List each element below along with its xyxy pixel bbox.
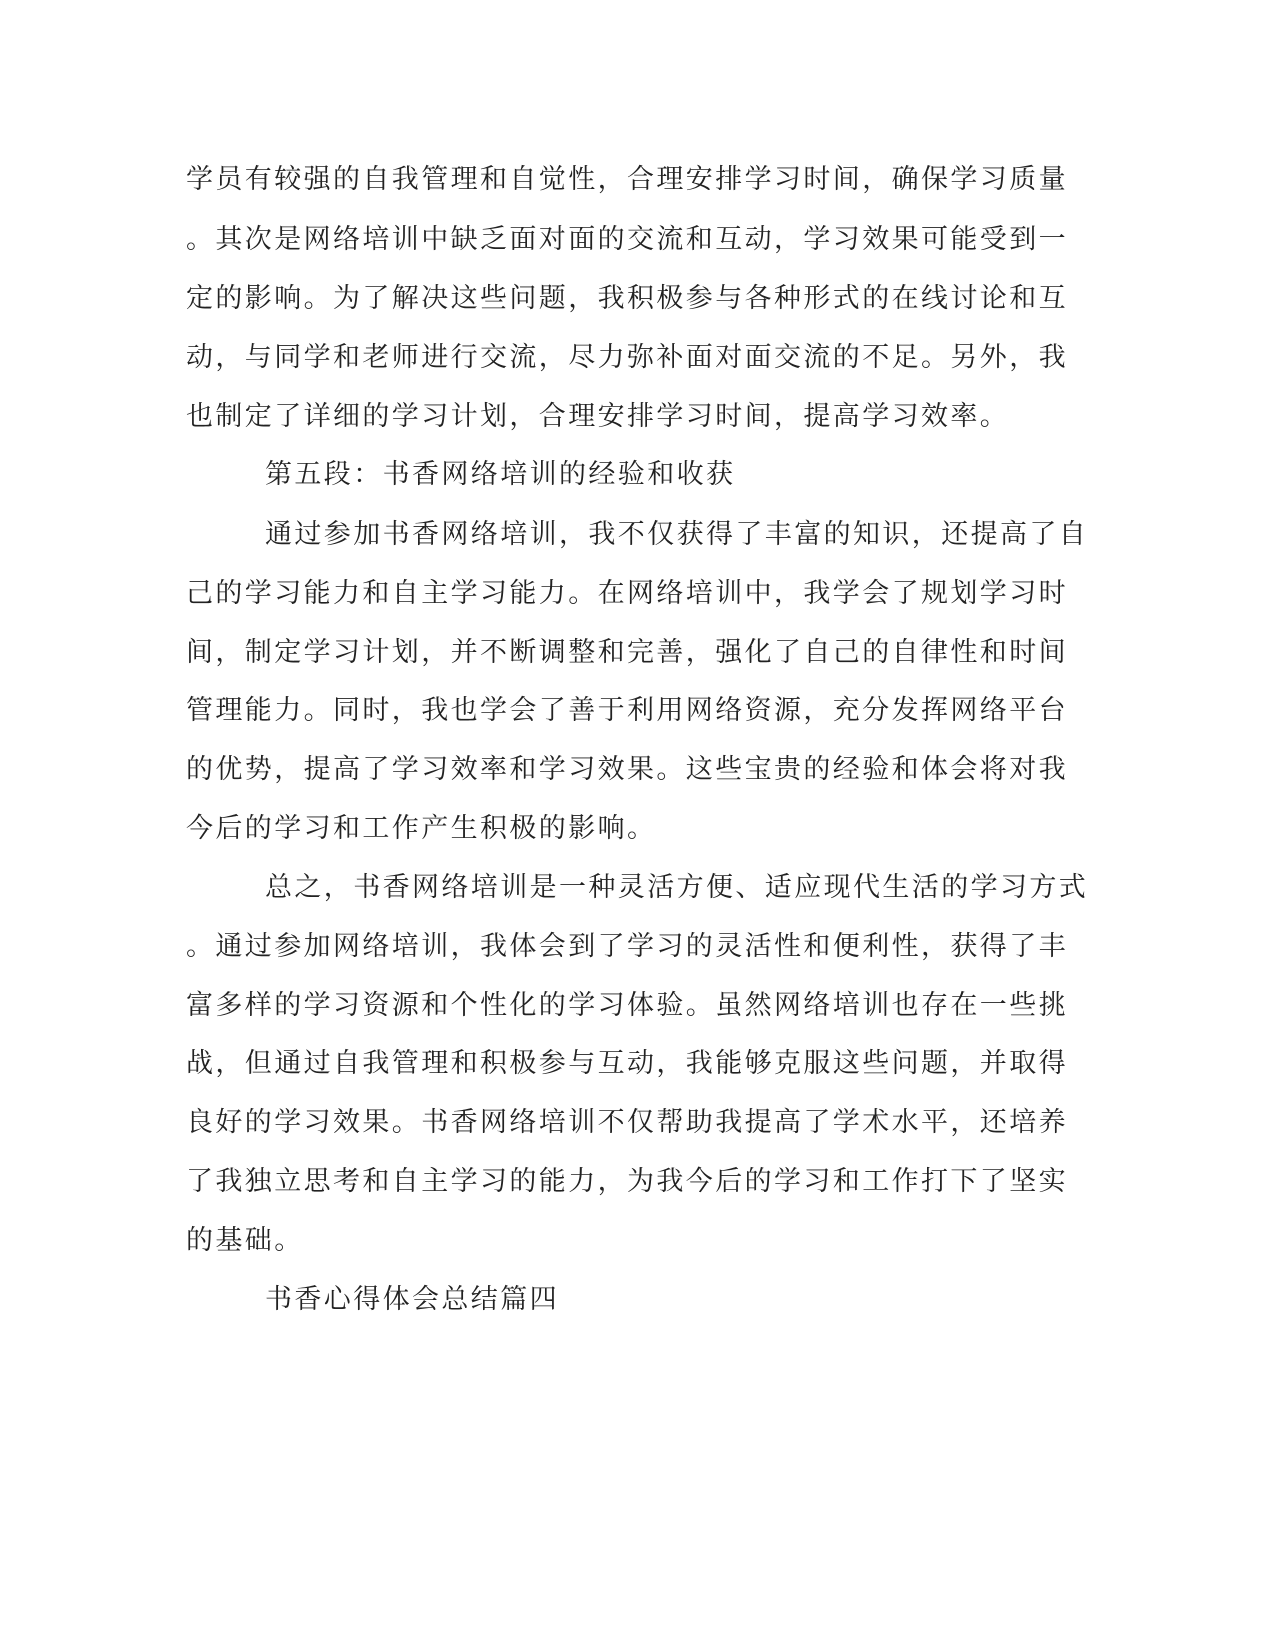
text-line: 总之，书香网络培训是一种灵活方便、适应现代生活的学习方式 bbox=[265, 872, 1089, 903]
text-line: 动，与同学和老师进行交流，尽力弥补面对面交流的不足。另外，我 bbox=[186, 342, 1068, 373]
text-line: 。通过参加网络培训，我体会到了学习的灵活性和便利性，获得了丰 bbox=[186, 931, 1068, 962]
text-line: 战，但通过自我管理和积极参与互动，我能够克服这些问题，并取得 bbox=[186, 1048, 1068, 1079]
text-line: 己的学习能力和自主学习能力。在网络培训中，我学会了规划学习时 bbox=[186, 578, 1068, 609]
text-line: 学员有较强的自我管理和自觉性，合理安排学习时间，确保学习质量 bbox=[186, 164, 1068, 195]
text-line: 富多样的学习资源和个性化的学习体验。虽然网络培训也存在一些挑 bbox=[186, 990, 1068, 1021]
text-line: 管理能力。同时，我也学会了善于利用网络资源，充分发挥网络平台 bbox=[186, 695, 1068, 726]
text-line: 的基础。 bbox=[186, 1225, 304, 1256]
text-line: 了我独立思考和自主学习的能力，为我今后的学习和工作打下了坚实 bbox=[186, 1166, 1068, 1197]
text-line: 今后的学习和工作产生积极的影响。 bbox=[186, 813, 657, 844]
text-line: 间，制定学习计划，并不断调整和完善，强化了自己的自律性和时间 bbox=[186, 637, 1068, 668]
section-heading: 书香心得体会总结篇四 bbox=[265, 1284, 559, 1315]
text-line: 良好的学习效果。书香网络培训不仅帮助我提高了学术水平，还培养 bbox=[186, 1107, 1068, 1138]
text-line: 。其次是网络培训中缺乏面对面的交流和互动，学习效果可能受到一 bbox=[186, 224, 1068, 255]
text-line: 定的影响。为了解决这些问题，我积极参与各种形式的在线讨论和互 bbox=[186, 283, 1068, 314]
section-heading: 第五段：书香网络培训的经验和收获 bbox=[265, 459, 736, 490]
text-line: 也制定了详细的学习计划，合理安排学习时间，提高学习效率。 bbox=[186, 401, 1010, 432]
text-line: 通过参加书香网络培训，我不仅获得了丰富的知识，还提高了自 bbox=[265, 519, 1089, 550]
text-line: 的优势，提高了学习效率和学习效果。这些宝贵的经验和体会将对我 bbox=[186, 754, 1068, 785]
